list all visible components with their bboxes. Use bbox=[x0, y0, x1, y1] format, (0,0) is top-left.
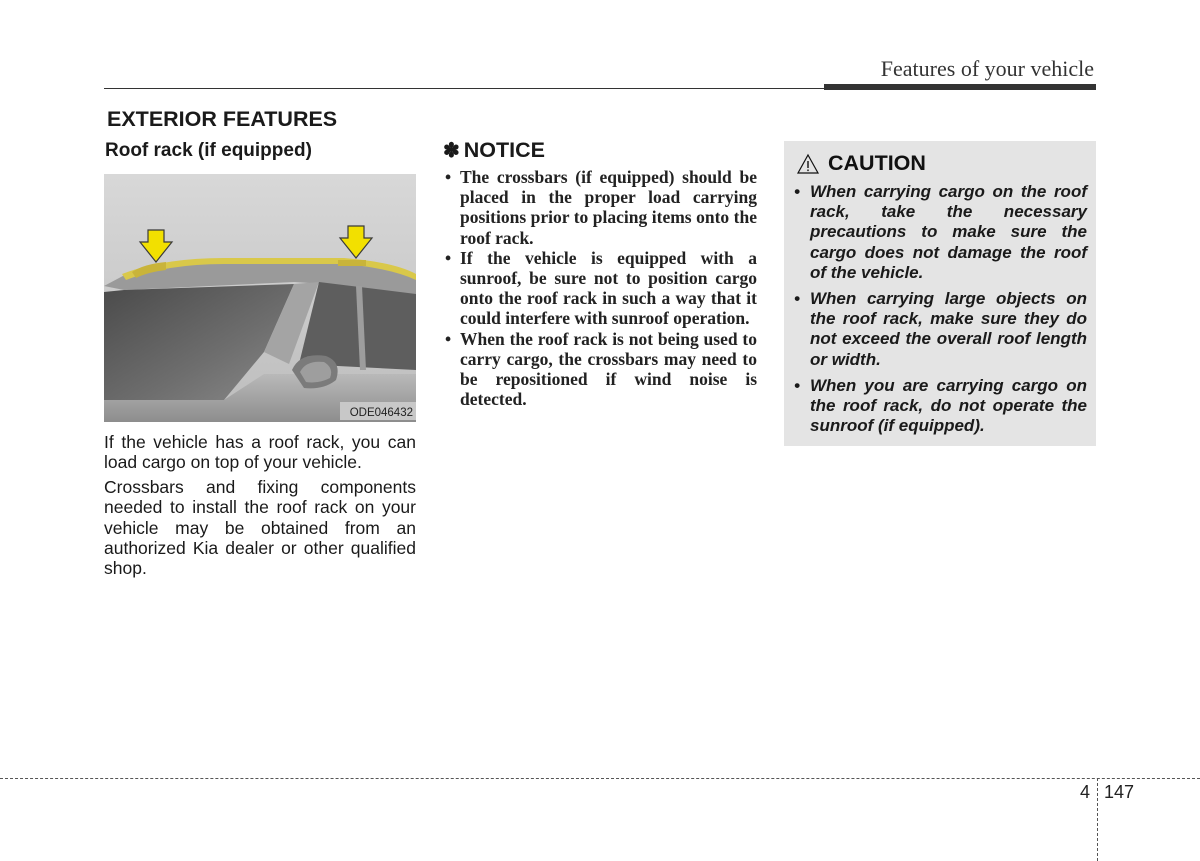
roof-rack-illustration bbox=[104, 174, 416, 422]
header-rule bbox=[104, 88, 824, 89]
subsection-title: Roof rack (if equipped) bbox=[105, 140, 312, 161]
caution-heading bbox=[796, 151, 926, 176]
caution-item: • When you are carrying cargo on the roof rack, do not operate the sunroof (if equipped). bbox=[794, 375, 1087, 436]
notice-box bbox=[443, 138, 757, 409]
notice-item-text: When the roof rack is not being used to carry cargo, the crossbars may need to be repositioned if wind noise is detected. bbox=[460, 328, 757, 410]
warning-triangle-icon bbox=[796, 153, 820, 175]
notice-star-icon: ✽ bbox=[443, 140, 460, 162]
figure-code: ODE046432 bbox=[349, 407, 413, 419]
page-header-title: Features of your vehicle bbox=[880, 56, 1094, 81]
notice-item: • The crossbars (if equipped) should be placed in the proper load carrying positions prior to placing items onto the roof rack. bbox=[445, 167, 757, 248]
notice-item: • When the roof rack is not being used to carry cargo, the crossbars may need to be repositioned if wind noise is detected. bbox=[445, 328, 757, 410]
notice-item: • If the vehicle is equipped with a sunroof, be sure not to position cargo onto the roof rack in such a way that it could interfere with sunroof operation. bbox=[445, 247, 757, 329]
footer-rule bbox=[0, 778, 1200, 779]
caution-item-text: When you are carrying cargo on the roof rack, do not operate the sunroof (if equipped). bbox=[810, 375, 1087, 436]
notice-item-text: If the vehicle is equipped with a sunroof, be sure not to position cargo onto the roof rack in such a way that it could interfere with sunroof operation. bbox=[460, 247, 757, 329]
notice-heading bbox=[443, 138, 757, 163]
caution-item: • When carrying cargo on the roof rack, take the necessary precautions to make sure the cargo does not damage the roof of the vehicle. bbox=[794, 182, 1087, 282]
caution-item-text: When carrying large objects on the roof rack, make sure they do not exceed the overall roof length or width. bbox=[810, 289, 1087, 369]
caution-box bbox=[784, 141, 1096, 446]
body-paragraph: If the vehicle has a roof rack, you can load cargo on top of your vehicle. bbox=[104, 432, 416, 473]
footer-divider bbox=[1097, 778, 1098, 861]
section-title: EXTERIOR FEATURES bbox=[107, 107, 338, 131]
caution-item-text: When carrying cargo on the roof rack, take the necessary precautions to make sure the cargo does not damage the roof of the vehicle. bbox=[810, 182, 1087, 282]
header-rule-accent bbox=[824, 84, 1096, 90]
chapter-number: 4 bbox=[1080, 782, 1091, 802]
notice-list bbox=[443, 167, 757, 409]
caution-title: CAUTION bbox=[828, 151, 926, 175]
body-paragraph: Crossbars and fixing components needed to install the roof rack on your vehicle may be obtained from an authorized Kia dealer or other qualified shop. bbox=[104, 477, 416, 579]
notice-item-text: The crossbars (if equipped) should be placed in the proper load carrying positions prior to placing items onto the roof rack. bbox=[460, 167, 757, 248]
car-roof-drawing bbox=[104, 174, 416, 422]
notice-title: NOTICE bbox=[463, 138, 545, 162]
page-number: 147 bbox=[1104, 782, 1135, 802]
caution-item: • When carrying large objects on the roof rack, make sure they do not exceed the overall roof length or width. bbox=[794, 289, 1087, 369]
caution-list bbox=[794, 182, 1087, 442]
